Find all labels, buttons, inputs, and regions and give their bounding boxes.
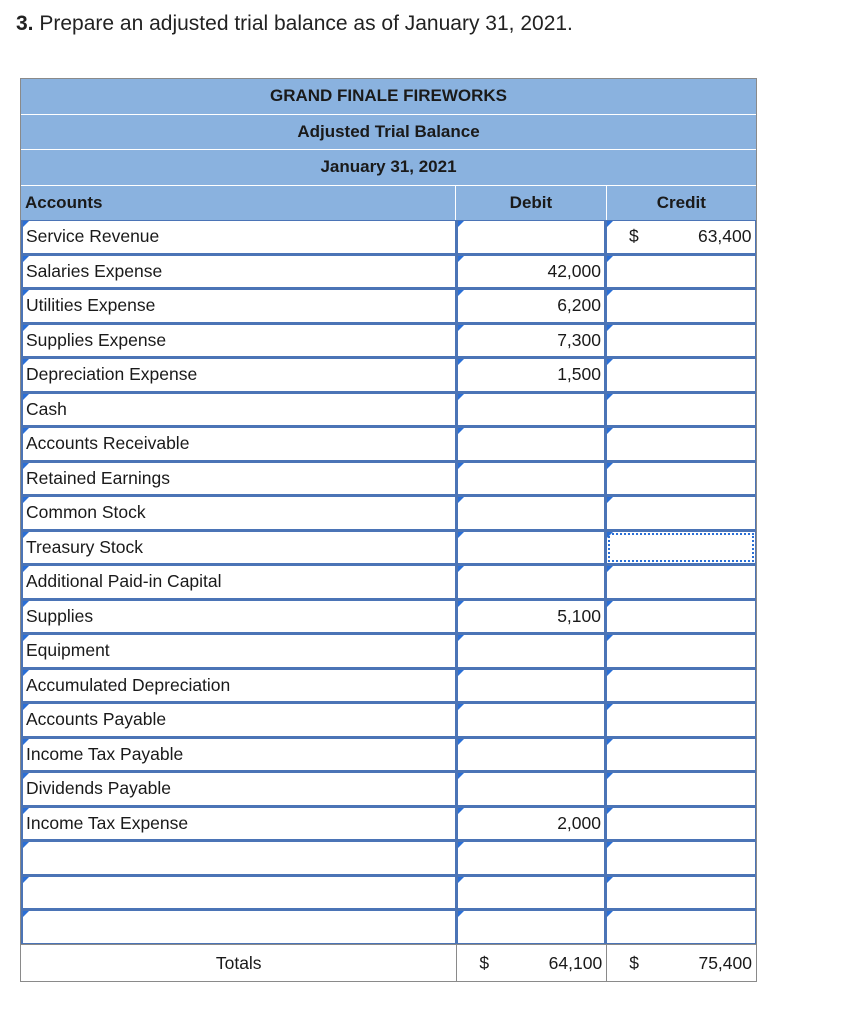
debit-cell[interactable] (458, 670, 605, 702)
table-row (21, 703, 756, 738)
credit-cell[interactable] (607, 428, 755, 460)
table-row (21, 461, 756, 496)
debit-cell[interactable] (458, 911, 605, 943)
table-row (21, 668, 756, 703)
totals-label: Totals (215, 953, 262, 973)
debit-cell[interactable] (458, 428, 605, 460)
table-row (21, 806, 756, 841)
debit-cell[interactable] (458, 221, 605, 253)
table-row (21, 254, 756, 289)
credit-cell[interactable] (607, 566, 755, 598)
table-row (21, 910, 756, 945)
debit-cell[interactable] (458, 394, 605, 426)
credit-cell[interactable] (607, 808, 755, 840)
credit-value: 63,400 (697, 226, 752, 246)
debit-total (456, 945, 606, 981)
debit-cell[interactable] (458, 773, 605, 805)
account-cell[interactable]: Accounts Receivable (23, 428, 455, 460)
table-row (21, 496, 756, 531)
credit-cell[interactable] (607, 739, 755, 771)
table-row (21, 565, 756, 600)
account-cell[interactable] (23, 877, 455, 909)
table-row (21, 530, 756, 565)
credit-cell[interactable] (607, 221, 755, 253)
debit-total-value: 64,100 (548, 953, 603, 973)
debit-cell[interactable] (458, 566, 605, 598)
account-cell[interactable]: Common Stock (23, 497, 455, 529)
account-cell[interactable]: Accounts Payable (23, 704, 455, 736)
question-number: 3. (16, 12, 34, 35)
debit-cell[interactable]: 6,200 (458, 290, 605, 322)
debit-cell[interactable]: 5,100 (458, 601, 605, 633)
table-row (21, 323, 756, 358)
credit-cell[interactable] (607, 601, 755, 633)
credit-cell[interactable] (607, 325, 755, 357)
table-row (21, 599, 756, 634)
account-cell[interactable] (23, 842, 455, 874)
credit-cell[interactable] (607, 842, 755, 874)
account-cell[interactable]: Cash (23, 394, 455, 426)
trial-balance-worksheet (20, 78, 757, 982)
credit-cell[interactable] (607, 704, 755, 736)
account-cell[interactable]: Depreciation Expense (23, 359, 455, 391)
debit-cell[interactable]: 1,500 (458, 359, 605, 391)
account-cell[interactable]: Supplies (23, 601, 455, 633)
credit-cell[interactable] (607, 394, 755, 426)
credit-cell[interactable] (607, 463, 755, 495)
account-cell[interactable]: Income Tax Payable (23, 739, 455, 771)
account-cell[interactable]: Supplies Expense (23, 325, 455, 357)
totals-row (21, 944, 756, 981)
credit-cell[interactable] (607, 290, 755, 322)
credit-cell[interactable] (607, 256, 755, 288)
account-rows (21, 220, 756, 945)
debit-cell[interactable]: 7,300 (458, 325, 605, 357)
column-headers (21, 186, 756, 220)
credit-cell[interactable] (607, 359, 755, 391)
debit-cell[interactable] (458, 842, 605, 874)
table-row (21, 841, 756, 876)
table-row (21, 358, 756, 393)
table-row (21, 427, 756, 462)
table-row (21, 220, 756, 255)
credit-column-header: Credit (606, 186, 756, 220)
account-cell[interactable] (23, 911, 455, 943)
debit-total-currency: $ (479, 953, 490, 973)
account-cell[interactable]: Service Revenue (23, 221, 455, 253)
credit-cell[interactable] (607, 532, 755, 564)
table-row (21, 875, 756, 910)
credit-cell[interactable] (607, 773, 755, 805)
debit-cell[interactable] (458, 532, 605, 564)
account-cell[interactable]: Dividends Payable (23, 773, 455, 805)
credit-total-value: 75,400 (698, 953, 752, 973)
table-row (21, 772, 756, 807)
statement-date: January 31, 2021 (21, 150, 756, 186)
account-cell[interactable]: Accumulated Depreciation (23, 670, 455, 702)
account-cell[interactable]: Income Tax Expense (23, 808, 455, 840)
debit-cell[interactable]: 2,000 (458, 808, 605, 840)
statement-title: Adjusted Trial Balance (21, 115, 756, 151)
credit-cell[interactable] (607, 497, 755, 529)
credit-currency: $ (629, 226, 639, 246)
debit-cell[interactable] (458, 497, 605, 529)
accounts-column-header: Accounts (25, 192, 103, 212)
account-cell[interactable]: Treasury Stock (23, 532, 455, 564)
credit-cell[interactable] (607, 877, 755, 909)
account-cell[interactable]: Equipment (23, 635, 455, 667)
debit-cell[interactable]: 42,000 (458, 256, 605, 288)
table-row (21, 634, 756, 669)
table-row (21, 392, 756, 427)
debit-cell[interactable] (458, 463, 605, 495)
debit-cell[interactable] (458, 877, 605, 909)
account-cell[interactable]: Utilities Expense (23, 290, 455, 322)
debit-cell[interactable] (458, 704, 605, 736)
table-row (21, 737, 756, 772)
company-name: GRAND FINALE FIREWORKS (21, 79, 756, 115)
account-cell[interactable]: Additional Paid-in Capital (23, 566, 455, 598)
account-cell[interactable]: Retained Earnings (23, 463, 455, 495)
account-cell[interactable]: Salaries Expense (23, 256, 455, 288)
debit-column-header: Debit (455, 186, 605, 220)
debit-cell[interactable] (458, 739, 605, 771)
question-prompt (16, 12, 573, 36)
question-text: Prepare an adjusted trial balance as of January 31, 2021. (39, 12, 573, 35)
credit-cell[interactable] (607, 670, 755, 702)
table-row (21, 289, 756, 324)
credit-cell[interactable] (607, 635, 755, 667)
debit-cell[interactable] (458, 635, 605, 667)
credit-total-currency: $ (629, 953, 639, 973)
credit-total (606, 945, 756, 981)
credit-cell[interactable] (607, 911, 755, 943)
